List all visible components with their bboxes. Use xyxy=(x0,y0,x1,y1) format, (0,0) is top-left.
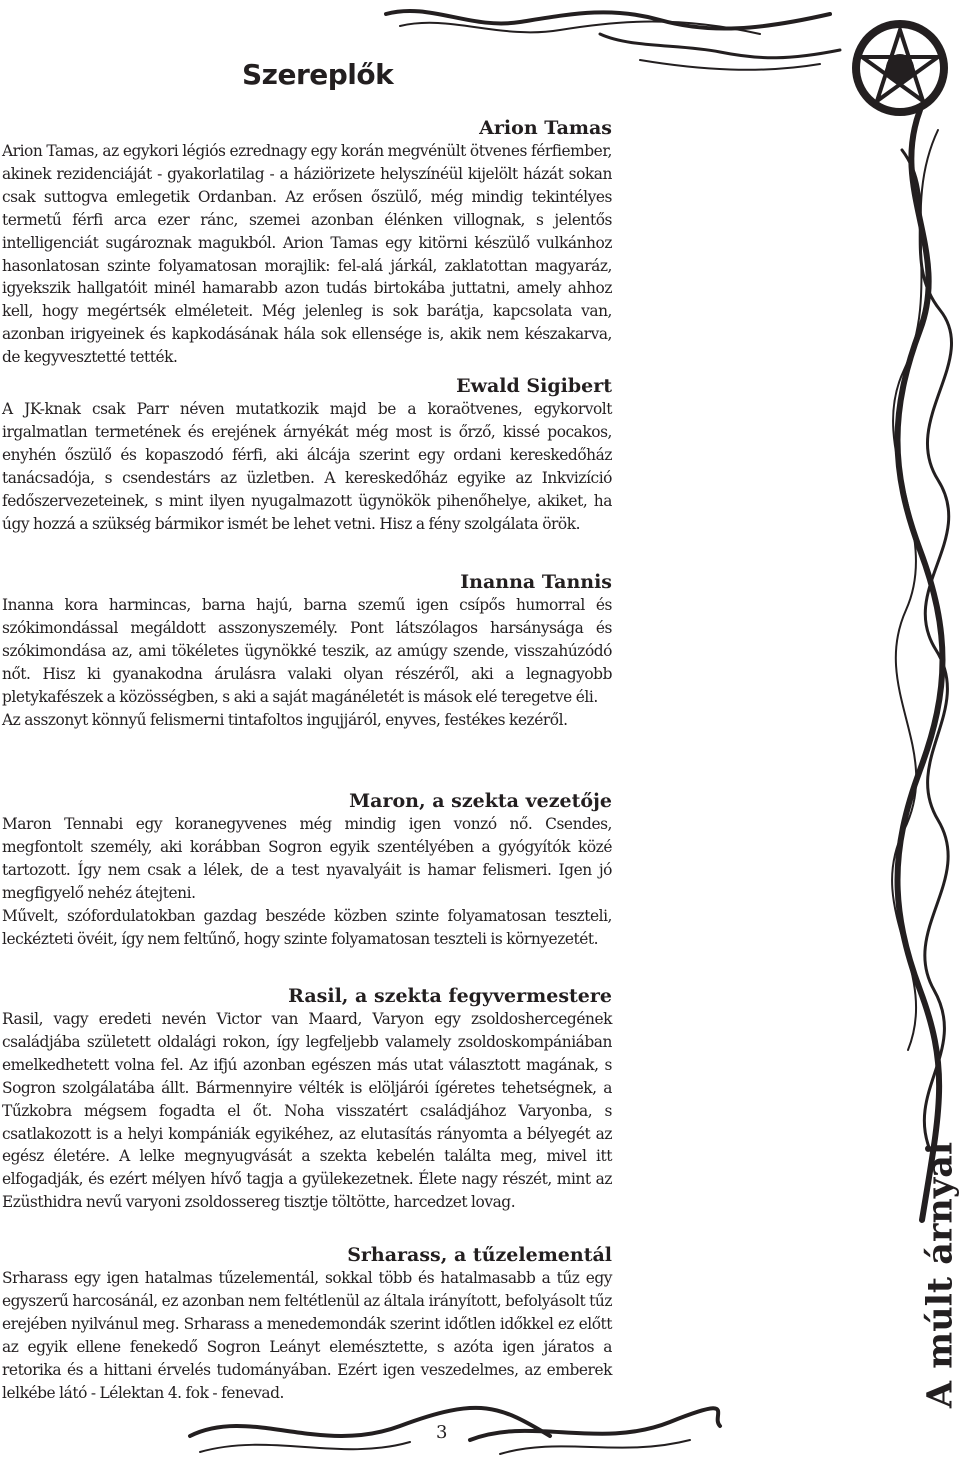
side-vine-ornament xyxy=(880,110,960,1230)
page-number: 3 xyxy=(436,1422,448,1443)
page-title: Szereplők xyxy=(242,58,394,91)
character-section-arion-tamas xyxy=(2,116,612,369)
character-section-rasil xyxy=(2,984,612,1214)
side-title: A múlt árnyai xyxy=(919,1141,960,1409)
section-paragraph: Az asszonyt könnyű felismerni tintafoltos ingujjáról, enyves, festékes kezéről. xyxy=(2,710,568,729)
pentagram-emblem xyxy=(852,20,948,116)
section-paragraph: Rasil, vagy eredeti nevén Victor van Maard, Varyon egy zsoldoshercegének családjába született oldalági rokon, így legfeljebb valamely zsoldoskompániában emelkedhetett volna fel. Az ifjú azonban egészen más utat választott magának, s Sogron szolgálatába állt. Bármennyire vélték is elöljárói ígéretes tehetségnek, a Tűzkobra mégsem fogadta el őt. Noha visszatért családjához Varyonba, s csatlakozott is a helyi kompániák egyikéhez, az elutasítás rányomta a bélyegét az egész életére. A lelke megnyugvását a szekta kebelén találta meg, mivel itt elfogadják, és ezért mélyen hívő tagja a gyülekezetnek. Élete nagy részét, mint az Ezüsthidra nevű varyoni zsoldossereg tisztje töltötte, harcedzet lovag. xyxy=(2,1010,612,1212)
bottom-ornament xyxy=(170,1396,730,1466)
character-section-srharass xyxy=(2,1243,612,1404)
section-paragraph: A JK-knak csak Parr néven mutatkozik majd be a koraötvenes, egykorvolt irgalmatlan termetének és erejének árnyékát még most is őrző, kissé pocakos, enyhén őszülő és kopaszodó férfi, aki álcája szerint egy ordani kereskedőház tanácsadója, s csendestárs az üzletben. A kereskedőház egyike az Inkvizíció fedőszervezeteinek, s mint ilyen nyugalmazott ügynökök pihenőhelye, akiket, ha úgy hozzá a szükség bármikor ismét be lehet vetni. Hisz a fény szolgálata örök. xyxy=(2,400,612,533)
section-paragraph: Arion Tamas, az egykori légiós ezrednagy egy korán megvénült ötvenes férfiember, akinek rezidenciáját - gyakorlatilag - a háziörizete helyszínéül kijelölt házát sokan csak suttogva emlegetik Ordanban. Az erősen őszülő, még mindig tekintélyes termetű férfi arca ezer ránc, szemei azonban élénken villognak, s jelentős intelligenciát sugároznak magukból. Arion Tamas egy kitörni készülő vulkánhoz hasonlatosan szinte folyamatosan morajlik: fel-alá járkál, zaklatottan magyaráz, igyekszik hallgatóit minél hamarabb azon tudás birtokába juttatni, amely ahhoz kell, hogy megértsék elméleteit. Még jelenleg is sok barátja, kapcsolata van, azonban irigyeinek és kapkodásának hála sok ellensége is, akik nem készakarva, de kegyvesztetté tették. xyxy=(2,142,612,367)
section-heading: Ewald Sigibert xyxy=(456,375,612,397)
character-section-ewald-sigibert xyxy=(2,374,612,535)
section-heading: Arion Tamas xyxy=(479,117,612,139)
character-section-maron xyxy=(2,789,612,950)
section-heading: Maron, a szekta vezetője xyxy=(349,790,612,812)
section-paragraph: Srharass egy igen hatalmas tűzelementál, sokkal több és hatalmasabb a tűz egy egyszerű harcosánál, ez azonban nem feltétlenül az általa irányított, befolyásolt tűz erejében nyilvánul meg. Srharass a menedemondák szerint időtlen időkkel ez előtt az egyik ellene fenekedő Sogron Leányt elemésztette, s azóta igen járatos a retorika és a hittani érvelés tudományában. Ezért igen veszedelmes, az emberek lelkébe látó - Lélektan 4. fok - fenevad. xyxy=(2,1269,612,1402)
section-heading: Rasil, a szekta fegyvermestere xyxy=(288,985,612,1007)
section-paragraph: Maron Tennabi egy koranegyvenes még mindig igen vonzó nő. Csendes, megfontolt személy, aki korábban Sogron egyik szentélyében a gyógyítók közé tartozott. Így nem csak a lélek, de a test nyavalyáit is hamar felismeri. Igen jó megfigyelő nehéz átejteni. xyxy=(2,815,612,902)
section-paragraph: Inanna kora harmincas, barna hajú, barna szemű igen csípős humorral és szókimondással megáldott asszonyszemély. Pont látszólagos harsánysága és szókimondása az, ami tökéletes ügynökké teszik, az amúgy szende, visszahúzódó nőt. Hisz ki gyanakodna árulásra valaki olyan részéről, aki a legnagyobb pletykafészek a közösségben, s aki a saját magánéletét is mások elé teregetve éli. xyxy=(2,596,612,706)
section-heading: Srharass, a tűzelementál xyxy=(347,1244,612,1266)
character-section-inanna-tannis xyxy=(2,570,612,731)
section-paragraph: Művelt, szófordulatokban gazdag beszéde közben szinte folyamatosan teszteli, leckézteti övéit, így nem feltűnő, hogy szinte folyamatosan teszteli is környezetét. xyxy=(2,906,612,948)
section-heading: Inanna Tannis xyxy=(460,571,612,593)
